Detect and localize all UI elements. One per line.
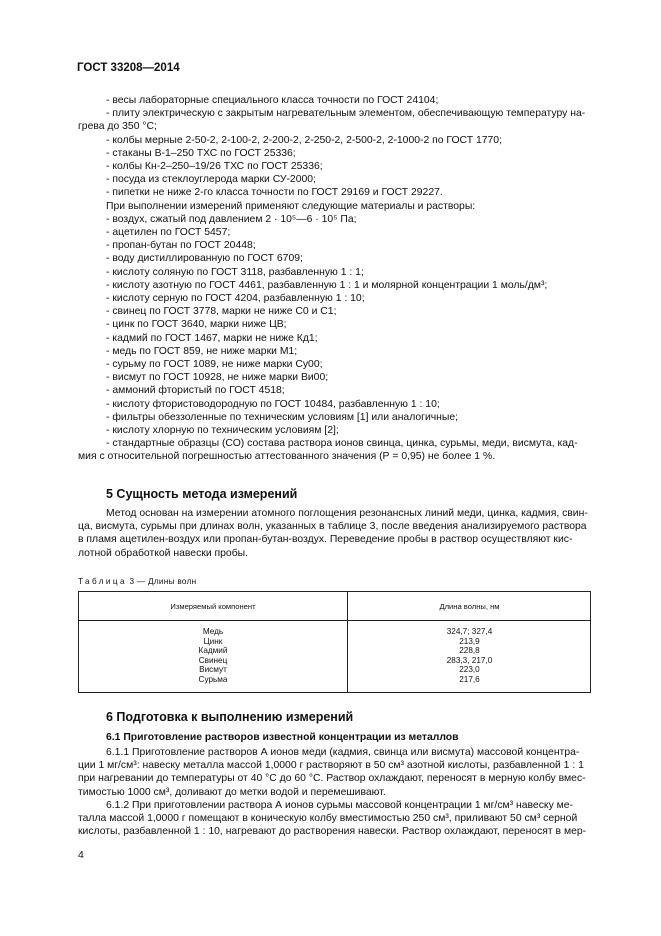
list-item: - сурьму по ГОСТ 1089, не ниже марки Су00; [106,359,323,371]
section-6-title: 6 Подготовка к выполнению измерений [106,710,354,724]
list-item: - весы лабораторные специального класса точности по ГОСТ 24104; [106,95,439,106]
table-cell-wavelength: 213,9 [459,636,480,646]
paragraph-line: при нагревании до температуры от 40 °С до 60 °С. Раствор охлаждают, переносят в мерную колбу вмес- [78,773,586,785]
section-6-paragraphs [78,746,590,838]
table-caption-rest: 3 — Длины волн [129,577,197,586]
page-number: 4 [78,850,84,861]
list-item: - висмут по ГОСТ 10928, не ниже марки Ви00; [106,372,329,384]
list-item: - фильтры обеззоленные по техническим условиям [1] или аналогичные; [106,411,459,423]
paragraph-line: кислоты, разбавленной 1 : 10, нагревают до растворения навески. Раствор охлаждают, переносят в мер- [78,826,587,838]
table-cell-component: Висмут [199,665,227,675]
document-header-code: ГОСТ 33208—2014 [77,62,180,74]
table-cell-component: Сурьма [198,674,228,684]
list-item: - колбы Кн-2–250–19/26 ТХС по ГОСТ 25336; [106,161,323,173]
list-item: - кислоту соляную по ГОСТ 3118, разбавленную 1 : 1; [106,266,364,278]
paragraph-line: тимостью 1000 см³, доливают до метки водой и перемешивают. [78,786,386,798]
list-item: - свинец по ГОСТ 3778, марки не ниже С0 и С1; [106,306,337,318]
list-item: мия с относительной погрешностью аттестованного значения (Р = 0,95) не более 1 %. [78,451,496,463]
list-item: - цинк по ГОСТ 3640, марки ниже ЦВ; [106,319,287,331]
table-cell-component: Медь [202,627,224,636]
list-item: - пропан-бутан по ГОСТ 20448; [106,240,256,252]
table-cell-component: Цинк [203,636,223,646]
list-item: - кадмий по ГОСТ 1467, марки не ниже Кд1; [106,332,318,344]
paragraph-line: ции 1 мг/см³: навеску металла массой 1,0000 г растворяют в 50 см³ азотной кислоты, разбавленной 1 : 1 [78,760,584,772]
list-item: - кислоту серную по ГОСТ 4204, разбавленную 1 : 10; [106,293,365,305]
paragraph-line: в пламя ацетилен-воздух или пропан-бутан-воздух. Переведение пробы в раствор осуществляют кис- [78,534,573,546]
section-5-title: 5 Сущность метода измерений [106,487,298,501]
list-item: - аммоний фтористый по ГОСТ 4518; [106,385,285,397]
paragraph-line: 6.1.2 При приготовлении раствора А ионов сурьмы массовой концентрации 1 мг/см³ навеску ме- [106,799,574,811]
table-column-component [79,627,347,685]
list-item: - колбы мерные 2-50-2, 2-100-2, 2-200-2, 2-250-2, 2-500-2, 2-1000-2 по ГОСТ 1770; [106,134,502,146]
paragraph-line: ца, висмута, сурьмы при длинах волн, указанных в таблице 3, после введения анализируемого раствора [78,521,587,533]
table-3-caption [78,577,196,586]
list-item: - кислоту хлорную по техническим условиям [2]; [106,425,339,437]
wavelength-table [78,591,591,693]
list-item: - стаканы В-1–250 ТХС по ГОСТ 25336; [106,147,296,159]
table-cell-wavelength: 324,7; 327,4 [446,627,493,636]
table-header-component: Измеряемый компонент [170,602,256,611]
table-cell-wavelength: 283,3, 217,0 [446,655,493,665]
paragraph-line: лотной обработкой навески пробы. [78,547,248,559]
list-item: - кислоту азотную по ГОСТ 4461, разбавленную 1 : 1 и молярной концентрации 1 моль/дм³; [106,279,548,291]
list-item: - пипетки не ниже 2-го класса точности по ГОСТ 29169 и ГОСТ 29227. [106,187,443,199]
list-item: - ацетилен по ГОСТ 5457; [106,227,231,239]
list-item: - кислоту фтористоводородную по ГОСТ 10484, разбавленную 1 : 10; [106,398,440,410]
paragraph-line: талла массой 1,0000 г помещают в коническую колбу вместимостью 250 см³, приливают 50 см³ серной [78,813,578,825]
section-6-1-title: 6.1 Приготовление растворов известной концентрации из металлов [106,732,459,743]
list-item: - медь по ГОСТ 859, не ниже марки М1; [106,345,298,357]
table-cell-wavelength: 217,6 [459,674,480,684]
table-cell-component: Кадмий [198,646,228,656]
paragraph-line: Метод основан на измерении атомного поглощения резонансных линий меди, цинка, кадмия, свин- [106,508,588,519]
equipment-materials-list [78,94,590,464]
list-item: - воздух, сжатый под давлением 2 · 10⁵—6 · 10⁵ Па; [106,213,357,225]
table-cell-wavelength: 228,8 [459,646,480,656]
table-cell-wavelength: 223,0 [459,665,480,675]
table-column-wavelength [347,627,592,685]
list-item: - воду дистиллированную по ГОСТ 6709; [106,253,303,265]
list-item: - плиту электрическую с закрытым нагревательным элементом, обеспечивающую температуру на- [106,108,586,120]
list-item: - посуда из стеклоуглерода марки СУ-2000; [106,174,316,186]
list-item: - стандартные образцы (СО) состава раствора ионов свинца, цинка, сурьмы, меди, висмута, кад- [106,438,578,450]
section-5-paragraph [78,507,590,560]
list-item: грева до 350 °С; [78,121,157,133]
table-header-wavelength: Длина волны, нм [439,602,500,611]
list-item: При выполнении измерений применяют следующие материалы и растворы: [106,200,476,212]
paragraph-line: 6.1.1 Приготовление растворов А ионов меди (кадмия, свинца или висмута) массовой концентра- [106,747,580,758]
table-cell-component: Свинец [198,655,228,665]
table-caption-word: Таблица [78,577,127,586]
table-header-divider [79,620,590,621]
